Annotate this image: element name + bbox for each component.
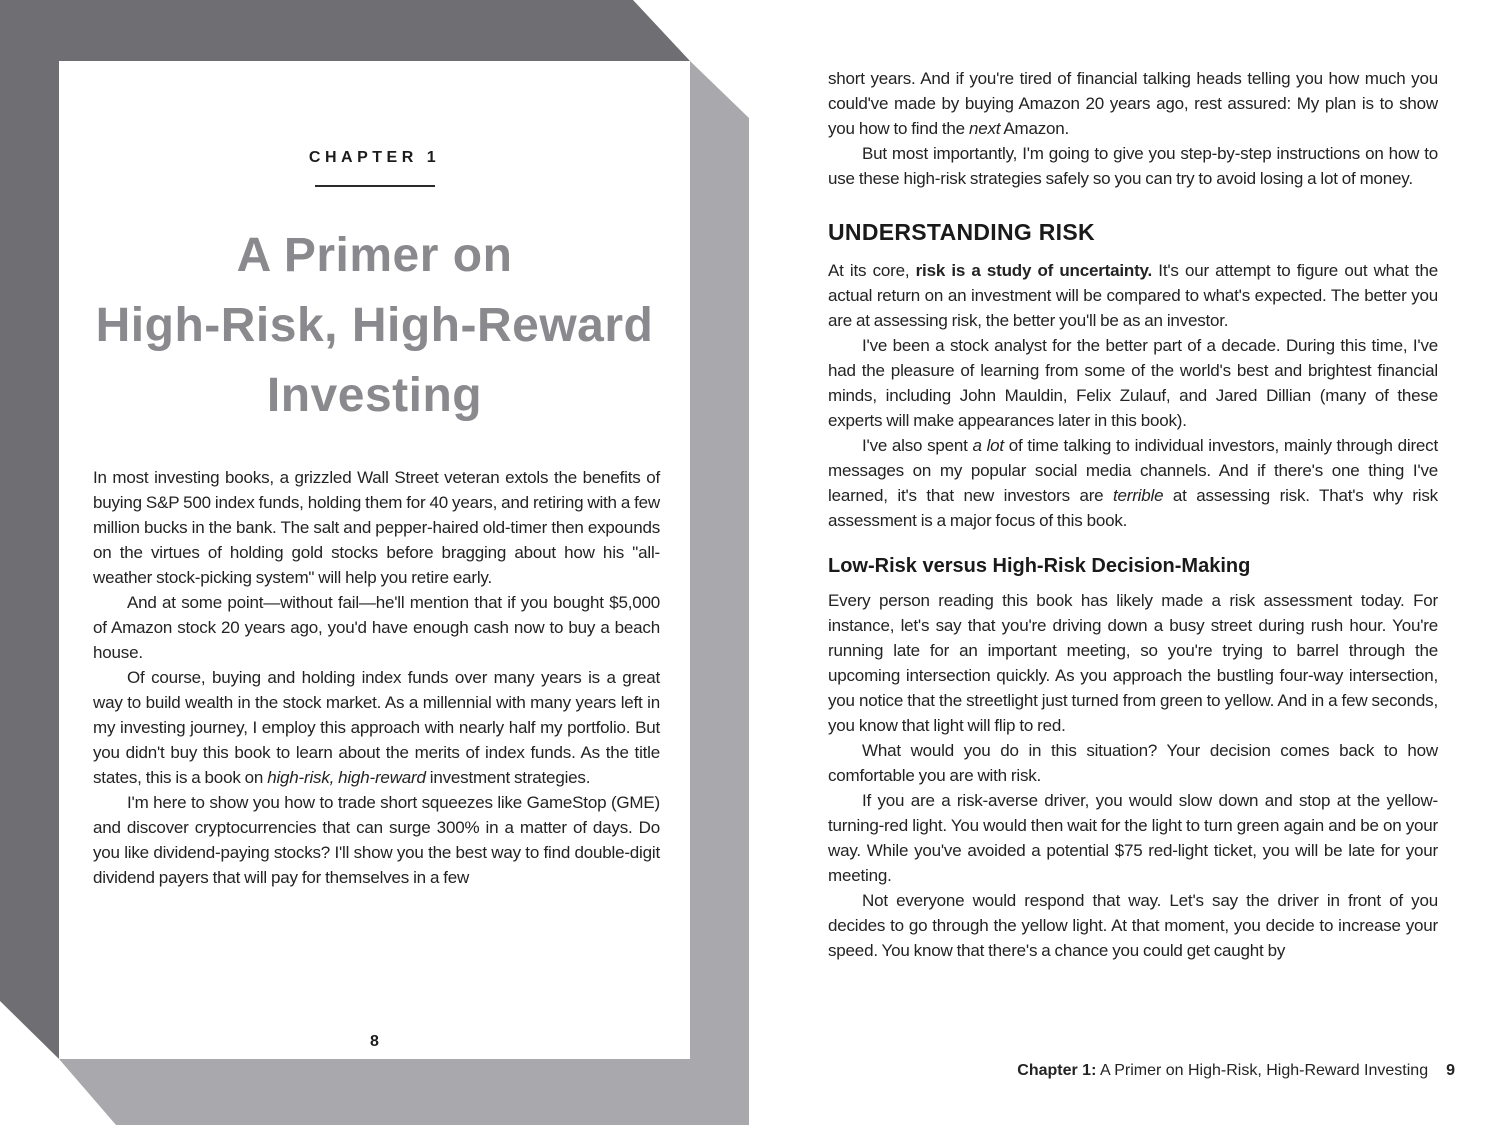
paragraph: Of course, buying and holding index funds over many years is a great way to build wealth in the stock market. As a millennial with many years left in my investing journey, I employ this approach with nearly half my portfolio. But you didn't buy this book to learn about the merits of index funds. As the title states, this is a book on high-risk, high-reward investment strategies. [93, 668, 660, 787]
paragraph: short years. And if you're tired of financial talking heads telling you how much you could've made by buying Amazon 20 years ago, rest assured: My plan is to show you how to find the next Amazon. [828, 69, 1438, 138]
paragraph: If you are a risk-averse driver, you would slow down and stop at the yellow-turning-red light. You would then wait for the light to turn green again and be on your way. While you've avoided a potential $75 red-light ticket, you will be late for your meeting. [828, 791, 1438, 885]
right-page-number: 9 [1446, 1062, 1455, 1079]
chapter-rule-divider [315, 185, 435, 187]
section-heading: UNDERSTANDING RISK [828, 219, 1095, 245]
left-page-number: 8 [370, 1033, 379, 1050]
chapter-title-line-3: Investing [266, 369, 483, 422]
section-subheading: Low-Risk versus High-Risk Decision-Making [828, 555, 1251, 577]
chapter-title [59, 221, 690, 431]
paragraph: At its core, risk is a study of uncertainty. It's our attempt to figure out what the actual return on an investment will be compared to what's expected. The better you are at assessing risk, the better you'll be as an investor. [828, 261, 1438, 330]
paragraph: Not everyone would respond that way. Let's say the driver in front of you decides to go through the yellow light. At that moment, you decide to increase your speed. You know that there's a chance you could get caught by [828, 891, 1438, 960]
paragraph: I've also spent a lot of time talking to individual investors, mainly through direct messages on my popular social media channels. And if there's one thing I've learned, it's that new investors are terrible at assessing risk. That's why risk assessment is a major focus of this book. [828, 436, 1438, 530]
paragraph: I'm here to show you how to trade short squeezes like GameStop (GME) and discover cryptocurrencies that can surge 300% in a matter of days. Do you like dividend-paying stocks? I'll show you the best way to find double-digit dividend payers that will pay for themselves in a few [93, 793, 660, 887]
right-page-footer [828, 1062, 1455, 1080]
paragraph: And at some point—without fail—he'll mention that if you bought $5,000 of Amazon stock 20 years ago, you'd have enough cash now to buy a beach house. [93, 593, 660, 662]
paragraph: What would you do in this situation? Your decision comes back to how comfortable you are with risk. [828, 741, 1438, 785]
chapter-title-line-2: High-Risk, High-Reward [95, 299, 654, 352]
left-page-surface [59, 61, 690, 1059]
footer-chapter-label: Chapter 1: [1017, 1062, 1097, 1079]
footer-chapter-title: A Primer on High-Risk, High-Reward Investing [1096, 1062, 1429, 1079]
paragraph: Every person reading this book has likely made a risk assessment today. For instance, let's say that you're driving down a busy street during rush hour. You're running late for an important meeting, so you're trying to barrel through the upcoming intersection quickly. As you approach the bustling four-way intersection, you notice that the streetlight just turned from green to yellow. And in a few seconds, you know that light will flip to red. [828, 591, 1438, 735]
chapter-label: CHAPTER 1 [308, 149, 441, 166]
left-page-body-text [93, 465, 660, 890]
paragraph: But most importantly, I'm going to give you step-by-step instructions on how to use these high-risk strategies safely so you can try to avoid losing a lot of money. [828, 144, 1438, 188]
paragraph: In most investing books, a grizzled Wall Street veteran extols the benefits of buying S&P 500 index funds, holding them for 40 years, and retiring with a few million bucks in the bank. The salt and pepper-haired old-timer then expounds on the virtues of holding gold stocks before bragging about how his "all-weather stock-picking system" will help you retire early. [93, 468, 660, 587]
paragraph: I've been a stock analyst for the better part of a decade. During this time, I've had the pleasure of learning from some of the world's best and brightest financial minds, including John Mauldin, Felix Zulauf, and Jared Dillian (many of these experts will make appearances later in this book). [828, 336, 1438, 430]
chapter-title-line-1: A Primer on [236, 229, 513, 282]
right-page-body-text [828, 66, 1438, 963]
